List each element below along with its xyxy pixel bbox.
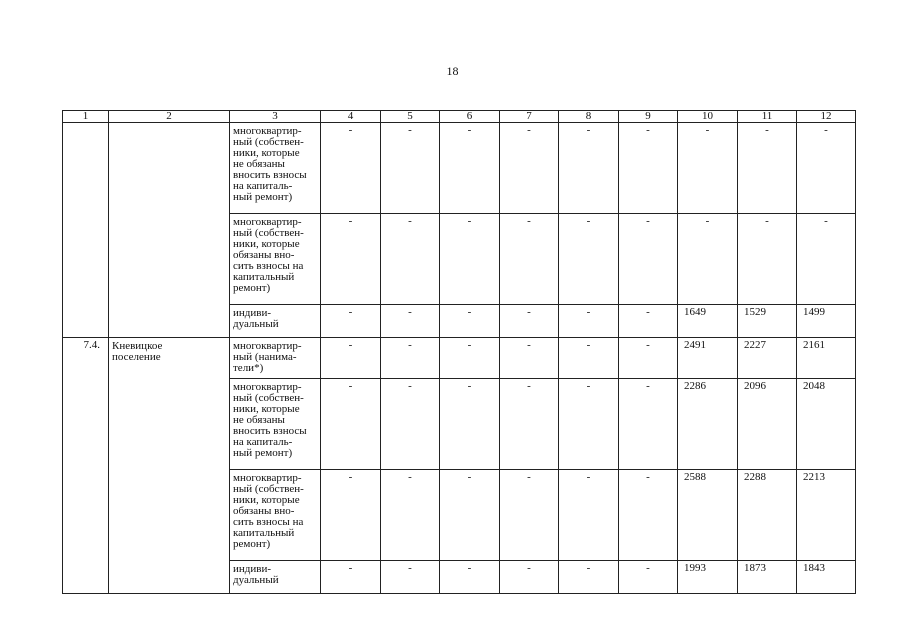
value-cell: -	[500, 123, 559, 214]
value-cell: -	[381, 338, 440, 379]
value-cell: -	[381, 123, 440, 214]
value-cell: 2286	[678, 379, 738, 470]
value-cell: -	[619, 338, 678, 379]
value-cell: -	[321, 470, 381, 561]
value-cell: -	[559, 561, 619, 594]
value-cell: -	[500, 305, 559, 338]
value-cell: -	[738, 123, 797, 214]
value-cell: -	[381, 305, 440, 338]
value-cell: -	[678, 214, 738, 305]
value-cell: -	[500, 338, 559, 379]
value-cell: -	[440, 338, 500, 379]
table-row	[63, 338, 856, 379]
value-cell: -	[619, 305, 678, 338]
value-cell: -	[797, 123, 856, 214]
housing-type-cell: многоквартир- ный (собствен- ники, которые обязаны вно- сить взносы на капитальный ремонт)	[230, 470, 321, 561]
value-cell: 1649	[678, 305, 738, 338]
value-cell: 2096	[738, 379, 797, 470]
value-cell: -	[500, 379, 559, 470]
value-cell: 1529	[738, 305, 797, 338]
col-1-header: 1	[63, 111, 109, 123]
settlement-name-cell	[109, 123, 230, 338]
col-2-header: 2	[109, 111, 230, 123]
settlement-name-cell: Кневицкое поселение	[109, 338, 230, 594]
value-cell: -	[559, 379, 619, 470]
col-5-header: 5	[381, 111, 440, 123]
table-row	[63, 123, 856, 214]
tariff-table	[62, 110, 856, 594]
value-cell: 2588	[678, 470, 738, 561]
value-cell: -	[381, 214, 440, 305]
value-cell: 1993	[678, 561, 738, 594]
value-cell: -	[321, 338, 381, 379]
value-cell: -	[619, 379, 678, 470]
housing-type-cell: многоквартир- ный (собствен- ники, которые не обязаны вносить взносы на капиталь- ный ремонт)	[230, 123, 321, 214]
value-cell: -	[500, 470, 559, 561]
col-7-header: 7	[500, 111, 559, 123]
value-cell: -	[559, 305, 619, 338]
row-number-cell: 7.4.	[63, 338, 109, 594]
value-cell: 1873	[738, 561, 797, 594]
value-cell: -	[559, 470, 619, 561]
value-cell: -	[440, 305, 500, 338]
col-12-header: 12	[797, 111, 856, 123]
value-cell: 2213	[797, 470, 856, 561]
value-cell: 1499	[797, 305, 856, 338]
value-cell: -	[321, 214, 381, 305]
value-cell: -	[559, 214, 619, 305]
value-cell: -	[321, 561, 381, 594]
value-cell: 2491	[678, 338, 738, 379]
value-cell: -	[619, 561, 678, 594]
housing-type-cell: многоквартир- ный (собствен- ники, которые не обязаны вносить взносы на капиталь- ный ремонт)	[230, 379, 321, 470]
value-cell: -	[797, 214, 856, 305]
value-cell: -	[381, 379, 440, 470]
value-cell: -	[500, 561, 559, 594]
value-cell: -	[321, 305, 381, 338]
value-cell: 2048	[797, 379, 856, 470]
housing-type-cell: многоквартир- ный (нанима- тели*)	[230, 338, 321, 379]
col-6-header: 6	[440, 111, 500, 123]
housing-type-cell: индиви- дуальный	[230, 305, 321, 338]
col-10-header: 10	[678, 111, 738, 123]
value-cell: 2288	[738, 470, 797, 561]
value-cell: -	[381, 561, 440, 594]
col-9-header: 9	[619, 111, 678, 123]
value-cell: 2227	[738, 338, 797, 379]
value-cell: -	[321, 123, 381, 214]
col-11-header: 11	[738, 111, 797, 123]
value-cell: -	[440, 470, 500, 561]
value-cell: -	[440, 214, 500, 305]
col-4-header: 4	[321, 111, 381, 123]
value-cell: -	[738, 214, 797, 305]
value-cell: -	[381, 470, 440, 561]
value-cell: -	[500, 214, 559, 305]
housing-type-cell: индиви- дуальный	[230, 561, 321, 594]
value-cell: -	[559, 338, 619, 379]
col-3-header: 3	[230, 111, 321, 123]
value-cell: 2161	[797, 338, 856, 379]
page-number: 18	[446, 64, 459, 78]
value-cell: -	[321, 379, 381, 470]
value-cell: -	[619, 214, 678, 305]
value-cell: -	[440, 123, 500, 214]
value-cell: 1843	[797, 561, 856, 594]
value-cell: -	[619, 123, 678, 214]
value-cell: -	[678, 123, 738, 214]
housing-type-cell: многоквартир- ный (собствен- ники, которые обязаны вно- сить взносы на капитальный ремонт)	[230, 214, 321, 305]
column-numbers-row	[63, 111, 856, 123]
row-number-cell	[63, 123, 109, 338]
value-cell: -	[559, 123, 619, 214]
col-8-header: 8	[559, 111, 619, 123]
value-cell: -	[440, 379, 500, 470]
value-cell: -	[619, 470, 678, 561]
value-cell: -	[440, 561, 500, 594]
